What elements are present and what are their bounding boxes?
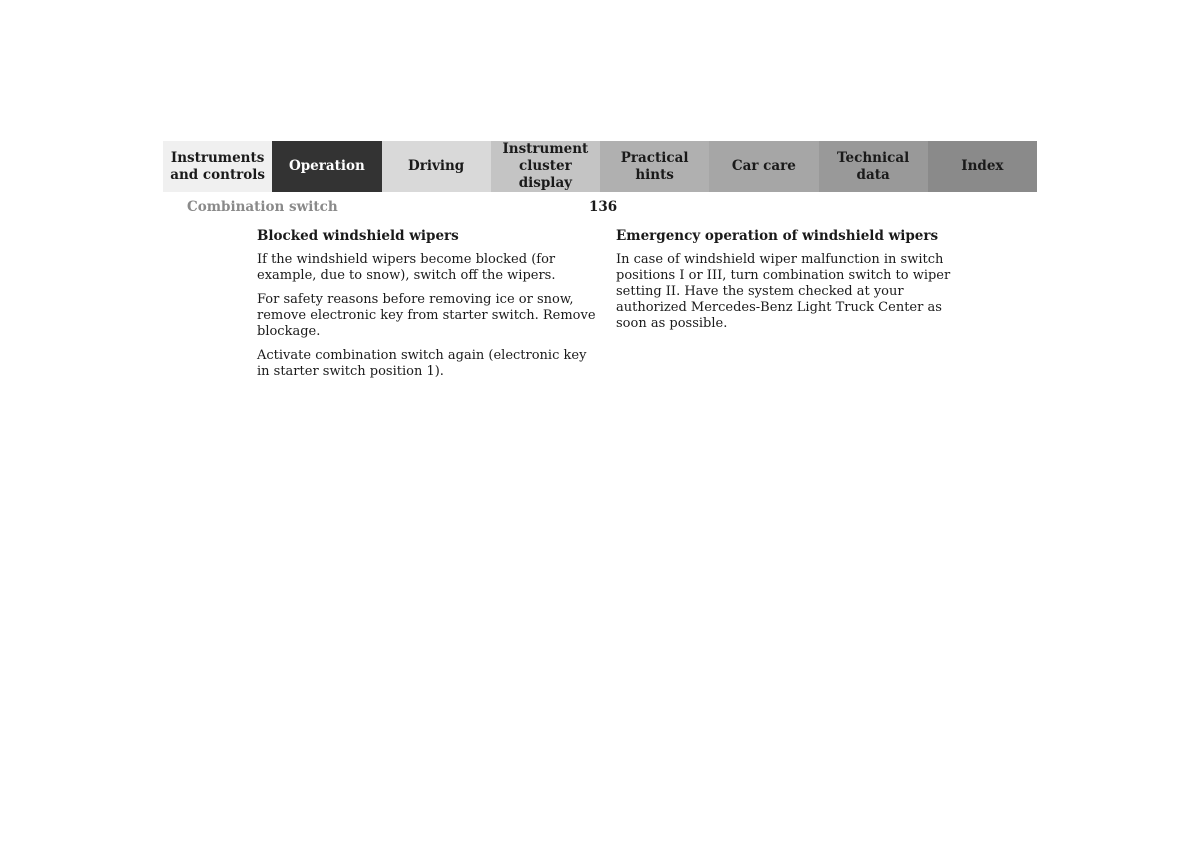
tab-instrument-cluster-display[interactable]: Instrument cluster display bbox=[491, 141, 600, 192]
paragraph: In case of windshield wiper malfunction in switch positions I or III, turn combination switch to wiper setting II. Have the system checked at your authorized Mercedes-Benz Light Truck Center as soon as possible. bbox=[616, 252, 951, 331]
tab-driving[interactable]: Driving bbox=[382, 141, 491, 192]
chapter-tab-bar bbox=[163, 141, 1037, 192]
right-column bbox=[616, 228, 956, 340]
tab-index[interactable]: Index bbox=[928, 141, 1037, 192]
paragraph: For safety reasons before removing ice or snow, remove electronic key from starter switch. Remove blockage. bbox=[257, 292, 596, 339]
paragraph: Activate combination switch again (electronic key in starter switch position 1). bbox=[257, 348, 587, 379]
left-heading: Blocked windshield wipers bbox=[257, 228, 459, 244]
tab-practical-hints[interactable]: Practical hints bbox=[600, 141, 709, 192]
tab-instruments-and-controls[interactable]: Instruments and controls bbox=[163, 141, 272, 192]
tab-car-care[interactable]: Car care bbox=[709, 141, 818, 192]
right-heading: Emergency operation of windshield wipers bbox=[616, 228, 939, 244]
page-number: 136 bbox=[589, 199, 618, 215]
tab-operation[interactable]: Operation bbox=[272, 141, 381, 192]
left-column bbox=[257, 228, 597, 388]
paragraph: If the windshield wipers become blocked (for example, due to snow), switch off the wipers. bbox=[257, 252, 556, 283]
section-title: Combination switch bbox=[187, 199, 338, 215]
tab-technical-data[interactable]: Technical data bbox=[819, 141, 928, 192]
